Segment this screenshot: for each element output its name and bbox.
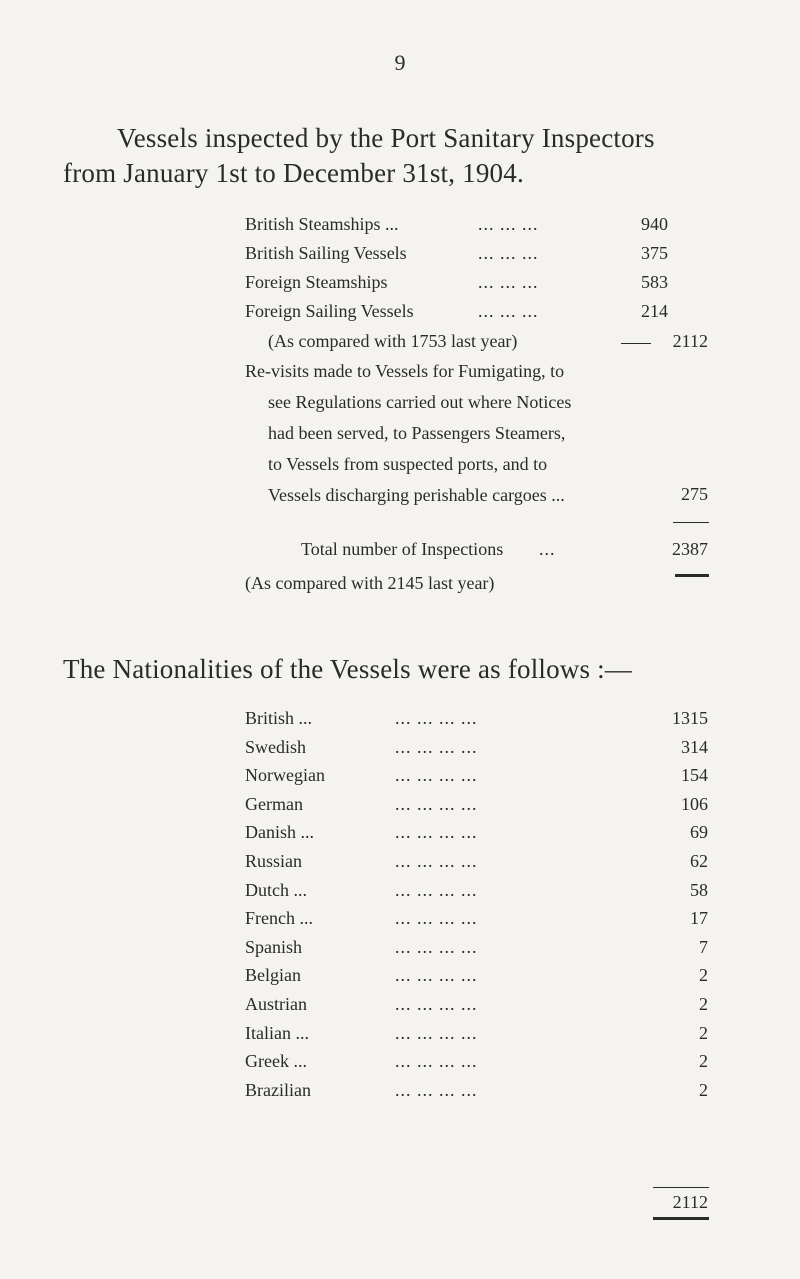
row-label: British Sailing Vessels: [245, 243, 407, 263]
nationality-value: 17: [690, 908, 708, 929]
nationality-leader: ... ... ... ...: [395, 851, 478, 871]
nationalities-double-rule: [653, 1217, 709, 1220]
nationality-value: 2: [699, 1079, 708, 1100]
nationality-leader: ... ... ... ...: [395, 994, 478, 1014]
nationality-row: [0, 1051, 800, 1077]
nationality-row: [0, 880, 800, 906]
revisits-paragraph: [245, 356, 571, 511]
row-label: British Steamships ...: [245, 214, 399, 234]
total-double-rule: [675, 574, 709, 577]
nationality-row: [0, 737, 800, 763]
nationality-label: Russian: [245, 851, 303, 871]
revisits-line-2: see Regulations carried out where Notices: [268, 392, 572, 412]
revisits-line-4: to Vessels from suspected ports, and to: [268, 454, 548, 474]
nationality-label: Austrian: [245, 994, 307, 1014]
page-number: 9: [394, 50, 406, 75]
nationality-label: Norwegian: [245, 765, 325, 786]
nationalities-heading: The Nationalities of the Vessels were as follows :—: [63, 654, 633, 684]
inspection-row-foreign-sailing: [0, 301, 800, 327]
compared-row-1: [0, 331, 800, 357]
nationality-leader: ... ... ... ...: [395, 1022, 478, 1043]
revisits-line-3: had been served, to Passengers Steamers,: [268, 423, 566, 443]
nationality-label: Greek ...: [245, 1051, 307, 1072]
nationality-row: [0, 908, 800, 934]
nationality-label: Spanish: [245, 936, 303, 957]
row-value: 583: [641, 272, 668, 292]
nationality-value: 2: [699, 965, 708, 986]
nationality-value: 7: [699, 936, 708, 957]
row-label: Foreign Steamships: [245, 272, 388, 292]
nationality-label: Italian ...: [245, 1022, 309, 1043]
compared-total: 2112: [672, 331, 708, 351]
compared-text: (As compared with 1753 last year): [268, 331, 518, 351]
nationality-row: [0, 1080, 800, 1106]
nationality-row: [0, 1023, 800, 1049]
nationality-leader: ... ... ... ...: [395, 736, 478, 757]
inspection-row-foreign-steamships: [0, 272, 800, 298]
total-row: [0, 539, 800, 565]
nationality-leader: ... ... ... ...: [395, 879, 478, 900]
nationality-value: 58: [690, 879, 708, 900]
nationality-value: 314: [681, 736, 708, 757]
nationality-value: 69: [690, 822, 708, 843]
nationality-row: [0, 851, 800, 877]
revisits-line-5: Vessels discharging perishable cargoes ...: [268, 485, 565, 505]
nationality-row: [0, 794, 800, 820]
revisits-line-1: Re-visits made to Vessels for Fumigating, to: [245, 361, 565, 381]
nationality-row: [0, 765, 800, 791]
nationality-row: [0, 937, 800, 963]
row-value: 940: [641, 214, 668, 234]
nationality-leader: ... ... ... ...: [395, 1051, 478, 1072]
row-label: Foreign Sailing Vessels: [245, 301, 414, 321]
nationality-value: 2: [699, 994, 708, 1014]
total-label: Total number of Inspections: [301, 539, 504, 559]
nationality-value: 154: [681, 765, 708, 786]
heading-line-1: Vessels inspected by the Port Sanitary Inspectors: [117, 123, 655, 153]
nationality-value: 2: [699, 1022, 708, 1043]
row-leader: ... ... ...: [478, 301, 539, 321]
nationality-row: [0, 994, 800, 1020]
nationality-label: Brazilian: [245, 1079, 311, 1100]
nationality-label: Belgian: [245, 965, 301, 986]
nationality-value: 106: [681, 793, 708, 814]
row-value: 214: [641, 301, 668, 321]
nationality-value: 1315: [672, 708, 708, 728]
revisits-value: 275: [681, 484, 708, 504]
dash-rule: [621, 343, 651, 344]
nationality-leader: ... ... ... ...: [395, 965, 478, 986]
nationality-row: [0, 822, 800, 848]
heading-line-2: from January 1st to December 31st, 1904.: [63, 158, 524, 188]
nationality-label: German: [245, 793, 303, 814]
nationality-label: Dutch ...: [245, 879, 307, 900]
nationality-leader: ... ... ... ...: [395, 793, 478, 814]
nationality-value: 62: [690, 851, 708, 871]
nationality-leader: ... ... ... ...: [395, 1079, 478, 1100]
nationality-leader: ... ... ... ...: [395, 908, 478, 929]
nationality-leader: ... ... ... ...: [395, 765, 478, 786]
nationality-row: [0, 708, 800, 734]
nationality-row: [0, 965, 800, 991]
row-leader: ... ... ...: [478, 214, 539, 234]
inspection-row-british-steamships: [0, 214, 800, 240]
nationality-label: French ...: [245, 908, 313, 929]
row-value: 375: [641, 243, 668, 263]
inspection-row-british-sailing: [0, 243, 800, 269]
nationality-value: 2: [699, 1051, 708, 1072]
nationality-leader: ... ... ... ...: [395, 708, 478, 728]
total-value: 2387: [672, 539, 708, 559]
compared-row-2: (As compared with 2145 last year): [245, 573, 495, 593]
nationality-label: British ...: [245, 708, 313, 728]
nationalities-sum-rule: [653, 1187, 709, 1188]
total-leader: ...: [539, 539, 556, 559]
nationality-label: Danish ...: [245, 822, 314, 843]
nationality-leader: ... ... ... ...: [395, 936, 478, 957]
subtotal-rule: [673, 522, 709, 523]
row-leader: ... ... ...: [478, 272, 539, 292]
nationality-leader: ... ... ... ...: [395, 822, 478, 843]
row-leader: ... ... ...: [478, 243, 539, 263]
nationalities-total: 2112: [672, 1192, 708, 1212]
nationality-label: Swedish: [245, 736, 307, 757]
